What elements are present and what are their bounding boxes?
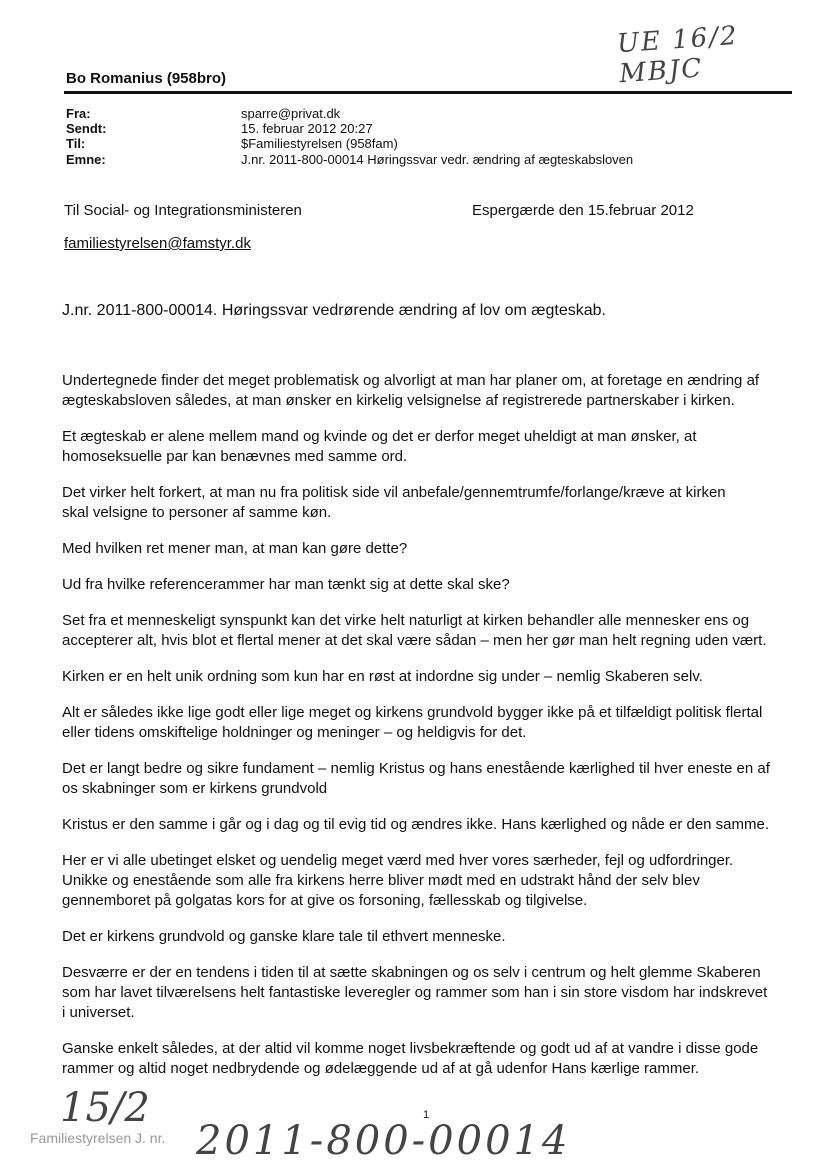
paragraph-line: skal velsigne to personer af samme køn. (62, 504, 332, 521)
sender-name: Bo Romanius (958bro) (66, 70, 227, 87)
handwritten-date: 15/2 (60, 1085, 150, 1131)
to-label: Til: (66, 136, 86, 151)
paragraph-line: os skabninger som er kirkens grundvold (62, 780, 328, 797)
paragraph-line: Her er vi alle ubetinget elsket og uendelig meget værd med hver vores særheder, fejl og udfordringer. (62, 852, 734, 869)
paragraph-line: Kristus er den samme i går og i dag og til evig tid og ændres ikke. Hans kærlighed og nåde er den samme. (62, 816, 770, 833)
from-label: Fra: (66, 106, 91, 121)
handwritten-annotation: UE 16/2 MBJC (616, 20, 740, 90)
body-paragraph (62, 815, 797, 835)
body-paragraph (62, 963, 797, 1023)
body-paragraph (62, 703, 797, 743)
paragraph-line: ægteskabsloven således, at man ønsker en kirkelig velsignelse af registrerede partnerskaber i kirken. (62, 392, 735, 409)
body-paragraph (62, 483, 797, 523)
body-paragraph (62, 575, 797, 595)
header-divider (64, 91, 792, 94)
paragraph-line: Ud fra hvilke referencerammer har man tænkt sig at dette skal ske? (62, 576, 510, 593)
paragraph-line: Det er langt bedre og sikre fundament – nemlig Kristus og hans enestående kærlighed til hver eneste en af (62, 760, 770, 777)
paragraph-line: Med hvilken ret mener man, at man kan gøre dette? (62, 540, 408, 557)
body-paragraph (62, 371, 797, 411)
handwritten-jnr: 2011-800-00014 (196, 1118, 571, 1164)
paragraph-line: Det virker helt forkert, at man nu fra politisk side vil anbefale/gennemtrumfe/forlange/kræve at kirken (62, 484, 726, 501)
letter-body (62, 371, 797, 1095)
paragraph-line: gennemboret på golgatas kors for at give os forsoning, fællesskab og tilgivelse. (62, 892, 588, 909)
body-paragraph (62, 611, 797, 651)
paragraph-line: eller tidens omskiftelige holdninger og meninger – og heldigvis for det. (62, 724, 527, 741)
paragraph-line: Ganske enkelt således, at der altid vil komme noget livsbekræftende og godt ud af at vandre i disse gode (62, 1040, 759, 1057)
body-paragraph (62, 927, 797, 947)
subject-label: Emne: (66, 152, 106, 167)
paragraph-line: som har lavet tilværelsens helt fantastiske leveregler og rammer som han i sin store visdom har indskrevet (62, 984, 768, 1001)
to-value: $Familiestyrelsen (958fam) (241, 136, 398, 151)
paragraph-line: Set fra et menneskeligt synspunkt kan det virke helt naturligt at kirken behandler alle mennesker ens og (62, 612, 750, 629)
recipient-email-link[interactable]: familiestyrelsen@famstyr.dk (64, 235, 251, 252)
body-paragraph (62, 1039, 797, 1079)
page-number: 1 (423, 1109, 430, 1121)
stamp-text: Familiestyrelsen J. nr. (30, 1130, 166, 1146)
paragraph-line: Undertegnede finder det meget problematisk og alvorligt at man har planer om, at foretage en ændring af (62, 372, 760, 389)
paragraph-line: Et ægteskab er alene mellem mand og kvinde og det er derfor meget uheldigt at man ønsker, at (62, 428, 697, 445)
paragraph-line: rammer og altid noget nedbrydende og ødelæggende ud af at gå udenfor Hans kærlige rammer. (62, 1060, 700, 1077)
body-paragraph (62, 667, 797, 687)
from-value: sparre@privat.dk (241, 106, 341, 121)
letter-subject: J.nr. 2011-800-00014. Høringssvar vedrørende ændring af lov om ægteskab. (62, 302, 606, 319)
body-paragraph (62, 539, 797, 559)
paragraph-line: Unikke og enestående som alle fra kirkens herre bliver mødt med en udstrakt hånd der selv blev (62, 872, 700, 889)
paragraph-line: Alt er således ikke lige godt eller lige meget og kirkens grundvold bygger ikke på et tilfældigt politisk flertal (62, 704, 763, 721)
letter-recipient: Til Social- og Integrationsministeren (64, 202, 302, 219)
paragraph-line: Kirken er en helt unik ordning som kun har en røst at indordne sig under – nemlig Skaberen selv. (62, 668, 703, 685)
paragraph-line: Det er kirkens grundvold og ganske klare tale til ethvert menneske. (62, 928, 506, 945)
paragraph-line: i universet. (62, 1004, 135, 1021)
body-paragraph (62, 759, 797, 799)
paragraph-line: accepterer alt, hvis blot et flertal mener at det skal være sådan – men her gør man helt regning uden vært. (62, 632, 767, 649)
letter-place-date: Espergærde den 15.februar 2012 (472, 202, 694, 219)
paragraph-line: Desværre er der en tendens i tiden til at sætte skabningen og os selv i centrum og helt glemme Skaberen (62, 964, 761, 981)
sent-value: 15. februar 2012 20:27 (241, 121, 373, 136)
subject-value: J.nr. 2011-800-00014 Høringssvar vedr. ændring af ægteskabsloven (241, 152, 634, 167)
body-paragraph (62, 427, 797, 467)
sent-label: Sendt: (66, 121, 107, 136)
body-paragraph (62, 851, 797, 911)
paragraph-line: homoseksuelle par kan benævnes med samme ord. (62, 448, 408, 465)
